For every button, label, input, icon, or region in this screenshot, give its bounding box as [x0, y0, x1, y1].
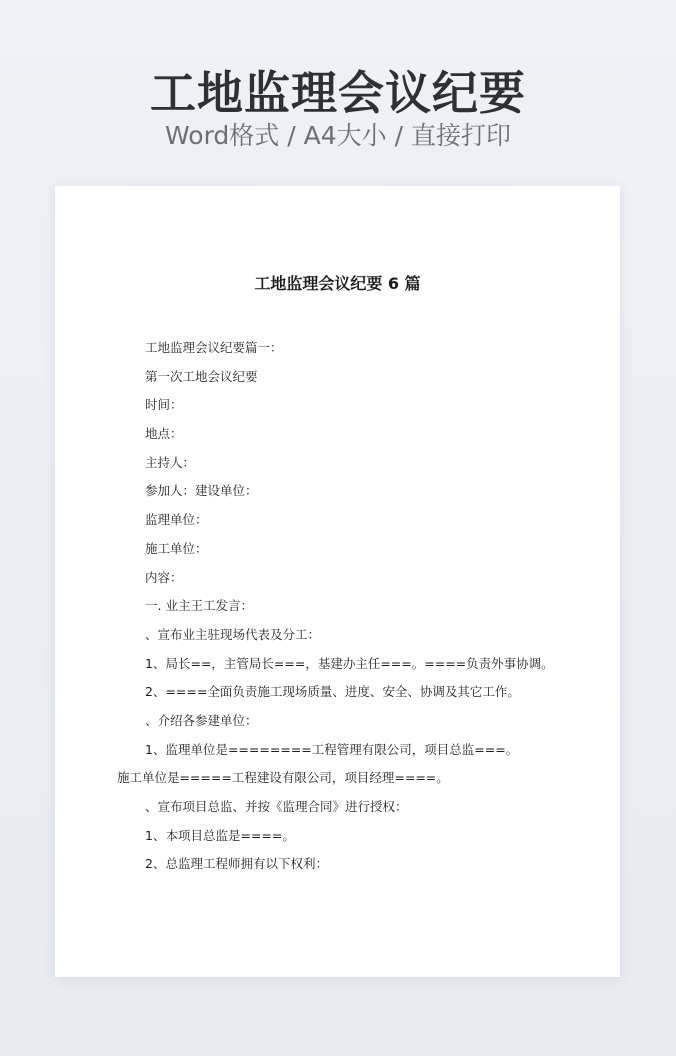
document-line: 2、====全面负责施工现场质量、进度、安全、协调及其它工作。 [145, 684, 520, 700]
document-line: 、宣布项目总监、并按《监理合同》进行授权： [145, 799, 408, 815]
document-line: 内容： [145, 569, 183, 585]
document-title: 工地监理会议纪要 6 篇 [254, 274, 421, 293]
document-line: 地点： [145, 426, 183, 442]
document-line: 监理单位： [145, 512, 208, 528]
document-line: 2、总监理工程师拥有以下权利： [145, 856, 328, 872]
document-line: 工地监理会议纪要篇一： [145, 340, 283, 355]
document-line: 时间： [145, 397, 183, 413]
document-line: 施工单位： [145, 540, 208, 556]
document-line: 、宣布业主驻现场代表及分工： [145, 626, 321, 642]
hero-title: 工地监理会议纪要 [150, 66, 526, 120]
document-body [117, 334, 554, 879]
document-line: 第一次工地会议纪要 [145, 368, 258, 384]
document-line: 参加人：建设单位： [145, 483, 258, 499]
hero-subtitle: Word格式 / A4大小 / 直接打印 [165, 121, 511, 150]
document-line: 1、局长==，主管局长===，基建办主任===。====负责外事协调。 [145, 655, 554, 671]
document-page [55, 186, 620, 977]
document-line: 、介绍各参建单位： [145, 712, 258, 728]
document-line: 1、本项目总监是====。 [145, 827, 295, 843]
document-line: 主持人： [145, 454, 196, 470]
document-line: 一. 业主王工发言： [145, 598, 253, 614]
document-line: 1、监理单位是========工程管理有限公司，项目总监===。施工单位是=====工程建设有限公司，项目经理====。 [117, 741, 519, 786]
